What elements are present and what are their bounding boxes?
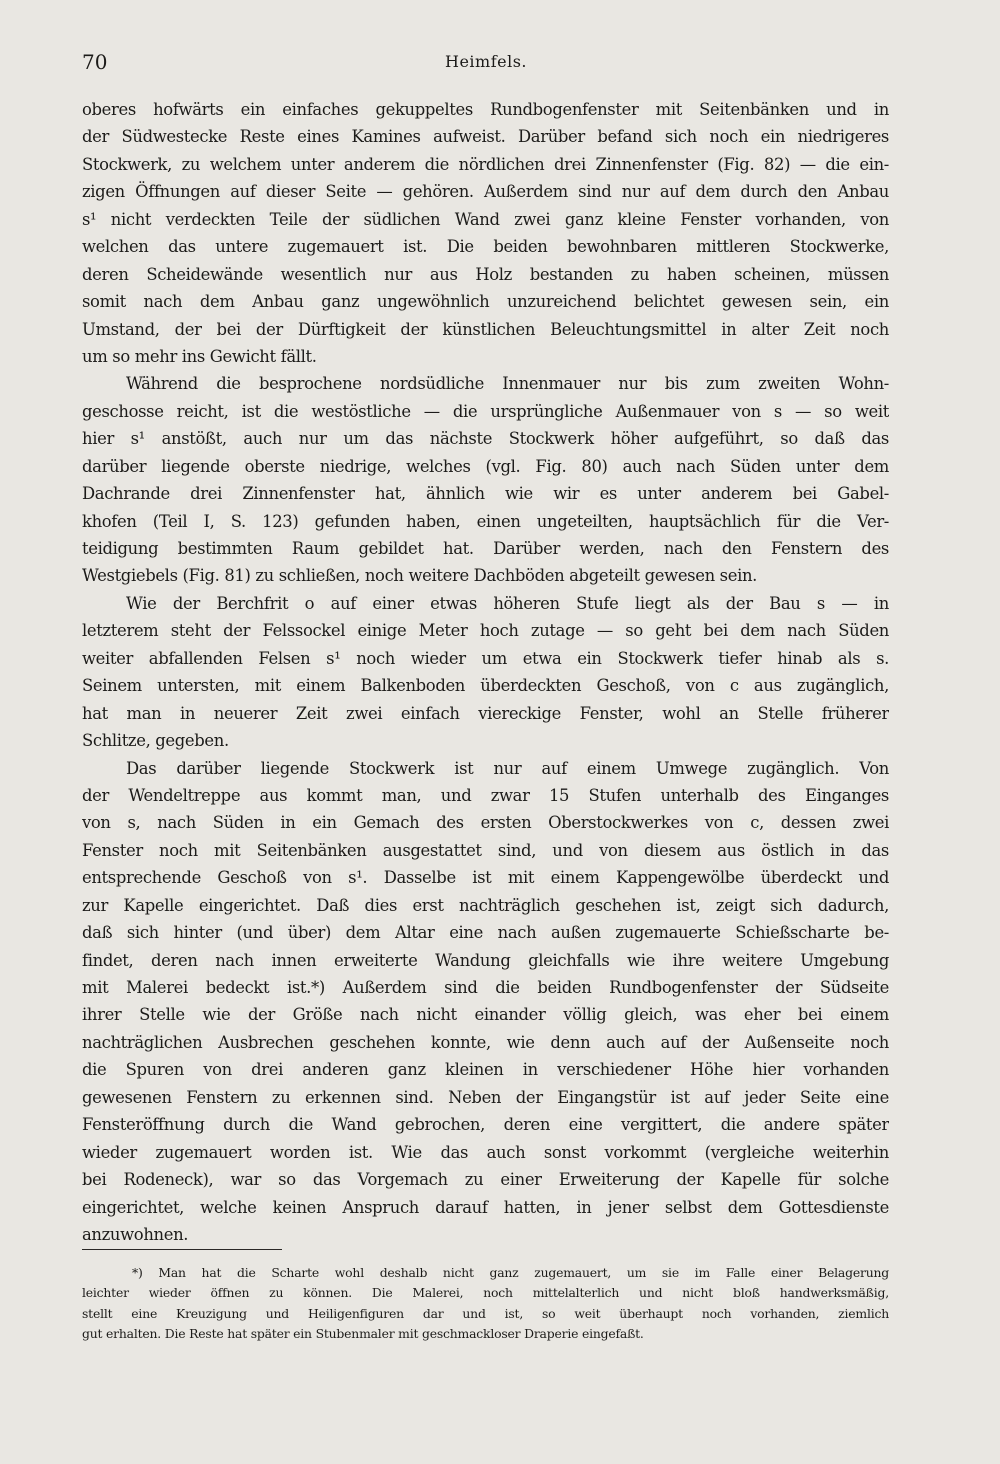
text-line: nachträglichen Ausbrechen geschehen konnte, wie denn auch auf der Außenseite noch xyxy=(82,1032,889,1052)
text-line: wieder zugemauert worden ist. Wie das auch sonst vorkommt (vergleiche weiterhin xyxy=(82,1142,889,1162)
text-line: weiter abfallenden Felsen s¹ noch wieder um etwa ein Stockwerk tiefer hinab als s. xyxy=(82,648,889,668)
text-line: zur Kapelle eingerichtet. Daß dies erst nachträglich geschehen ist, zeigt sich dadurch, xyxy=(82,895,889,915)
text-line: der Wendeltreppe aus kommt man, und zwar 15 Stufen unterhalb des Einganges xyxy=(82,785,889,805)
text-line: eingerichtet, welche keinen Anspruch darauf hatten, in jener selbst dem Gottesdienste xyxy=(82,1197,889,1217)
text-line: Fensteröffnung durch die Wand gebrochen, deren eine vergittert, die andere später xyxy=(82,1115,889,1135)
text-line: Stockwerk, zu welchem unter anderem die nördlichen drei Zinnenfenster (Fig. 82) — die ein- xyxy=(82,154,889,174)
text-line: Das darüber liegende Stockwerk ist nur auf einem Umwege zugänglich. Von xyxy=(126,758,889,778)
text-line: von s, nach Süden in ein Gemach des ersten Oberstockwerkes von c, dessen zwei xyxy=(82,813,889,833)
footnote-line: leichter wieder öffnen zu können. Die Malerei, noch mittelalterlich und nicht bloß handwerksmäßig, xyxy=(82,1285,889,1301)
text-line: Während die besprochene nordsüdliche Innenmauer nur bis zum zweiten Wohn- xyxy=(126,374,889,394)
text-line: letzterem steht der Felssockel einige Meter hoch zutage — so geht bei dem nach Süden xyxy=(82,621,889,641)
text-line: geschosse reicht, ist die westöstliche — die ursprüngliche Außenmauer von s — so weit xyxy=(82,401,889,421)
footnote-line: *) Man hat die Scharte wohl deshalb nicht ganz zugemauert, um sie im Falle einer Belagerung xyxy=(132,1265,889,1280)
text-line: der Südwestecke Reste eines Kamines aufweist. Darüber befand sich noch ein niedrigeres xyxy=(82,127,889,147)
text-line: die Spuren von drei anderen ganz kleinen in verschiedener Höhe hier vorhanden xyxy=(82,1060,889,1080)
text-line: Wie der Berchfrit o auf einer etwas höheren Stufe liegt als der Bau s — in xyxy=(126,593,889,613)
text-line: daß sich hinter (und über) dem Altar eine nach außen zugemauerte Schießscharte be- xyxy=(82,923,889,943)
text-line: findet, deren nach innen erweiterte Wandung gleichfalls wie ihre weitere Umgebung xyxy=(82,950,889,970)
text-line: ihrer Stelle wie der Größe nach nicht einander völlig gleich, was eher bei einem xyxy=(82,1005,889,1025)
text-line: bei Rodeneck), war so das Vorgemach zu einer Erweiterung der Kapelle für solche xyxy=(82,1170,889,1190)
text-line: s¹ nicht verdeckten Teile der südlichen Wand zwei ganz kleine Fenster vorhanden, von xyxy=(82,209,889,229)
text-line: gewesenen Fenstern zu erkennen sind. Neben der Eingangstür ist auf jeder Seite eine xyxy=(82,1087,889,1107)
text-line: Fenster noch mit Seitenbänken ausgestattet sind, und von diesem aus östlich in das xyxy=(82,840,889,860)
footnote-rule xyxy=(82,1249,282,1250)
text-line: deren Scheidewände wesentlich nur aus Holz bestanden zu haben scheinen, müssen xyxy=(82,264,889,284)
text-line: um so mehr ins Gewicht fällt. xyxy=(82,346,317,366)
text-line: mit Malerei bedeckt ist.*) Außerdem sind die beiden Rundbogenfenster der Südseite xyxy=(82,978,889,997)
text-line: Seinem untersten, mit einem Balkenboden überdeckten Geschoß, von c aus zugänglich, xyxy=(82,676,889,696)
text-line: oberes hofwärts ein einfaches gekuppeltes Rundbogenfenster mit Seitenbänken und in xyxy=(82,100,889,119)
text-line: hier s¹ anstößt, auch nur um das nächste Stockwerk höher aufgeführt, so daß das xyxy=(82,429,889,449)
text-line: Westgiebels (Fig. 81) zu schließen, noch weitere Dachböden abgeteilt gewesen sein. xyxy=(82,566,758,586)
page-header xyxy=(82,50,890,80)
text-line: Umstand, der bei der Dürftigkeit der künstlichen Beleuchtungsmittel in alter Zeit noch xyxy=(82,319,889,339)
body-text xyxy=(82,96,889,1248)
footnote xyxy=(82,1263,889,1345)
text-line: entsprechende Geschoß von s¹. Dasselbe ist mit einem Kappengewölbe überdeckt und xyxy=(82,868,889,888)
text-line: darüber liegende oberste niedrige, welches (vgl. Fig. 80) auch nach Süden unter dem xyxy=(82,456,889,476)
text-line: khofen (Teil I, S. 123) gefunden haben, einen ungeteilten, hauptsächlich für die Ver- xyxy=(82,511,889,531)
text-line: zigen Öffnungen auf dieser Seite — gehören. Außerdem sind nur auf dem durch den Anbau xyxy=(82,182,889,202)
text-line: Dachrande drei Zinnenfenster hat, ähnlich wie wir es unter anderem bei Gabel- xyxy=(82,484,889,504)
running-head: Heimfels. xyxy=(444,52,527,71)
text-line: anzuwohnen. xyxy=(82,1224,189,1244)
footnote-line: gut erhalten. Die Reste hat später ein Stubenmaler mit geschmackloser Draperie eingefaßt. xyxy=(82,1326,644,1342)
page-number: 70 xyxy=(82,50,108,74)
footnote-line: stellt eine Kreuzigung und Heiligenfiguren dar und ist, so weit überhaupt noch vorhanden, ziemlich xyxy=(82,1305,889,1321)
text-line: welchen das untere zugemauert ist. Die beiden bewohnbaren mittleren Stockwerke, xyxy=(82,237,889,257)
text-line: somit nach dem Anbau ganz ungewöhnlich unzureichend belichtet gewesen sein, ein xyxy=(82,292,889,312)
text-line: Schlitze, gegeben. xyxy=(82,731,229,751)
text-line: hat man in neuerer Zeit zwei einfach viereckige Fenster, wohl an Stelle früherer xyxy=(82,703,889,723)
text-line: teidigung bestimmten Raum gebildet hat. Darüber werden, nach den Fenstern des xyxy=(82,539,889,558)
